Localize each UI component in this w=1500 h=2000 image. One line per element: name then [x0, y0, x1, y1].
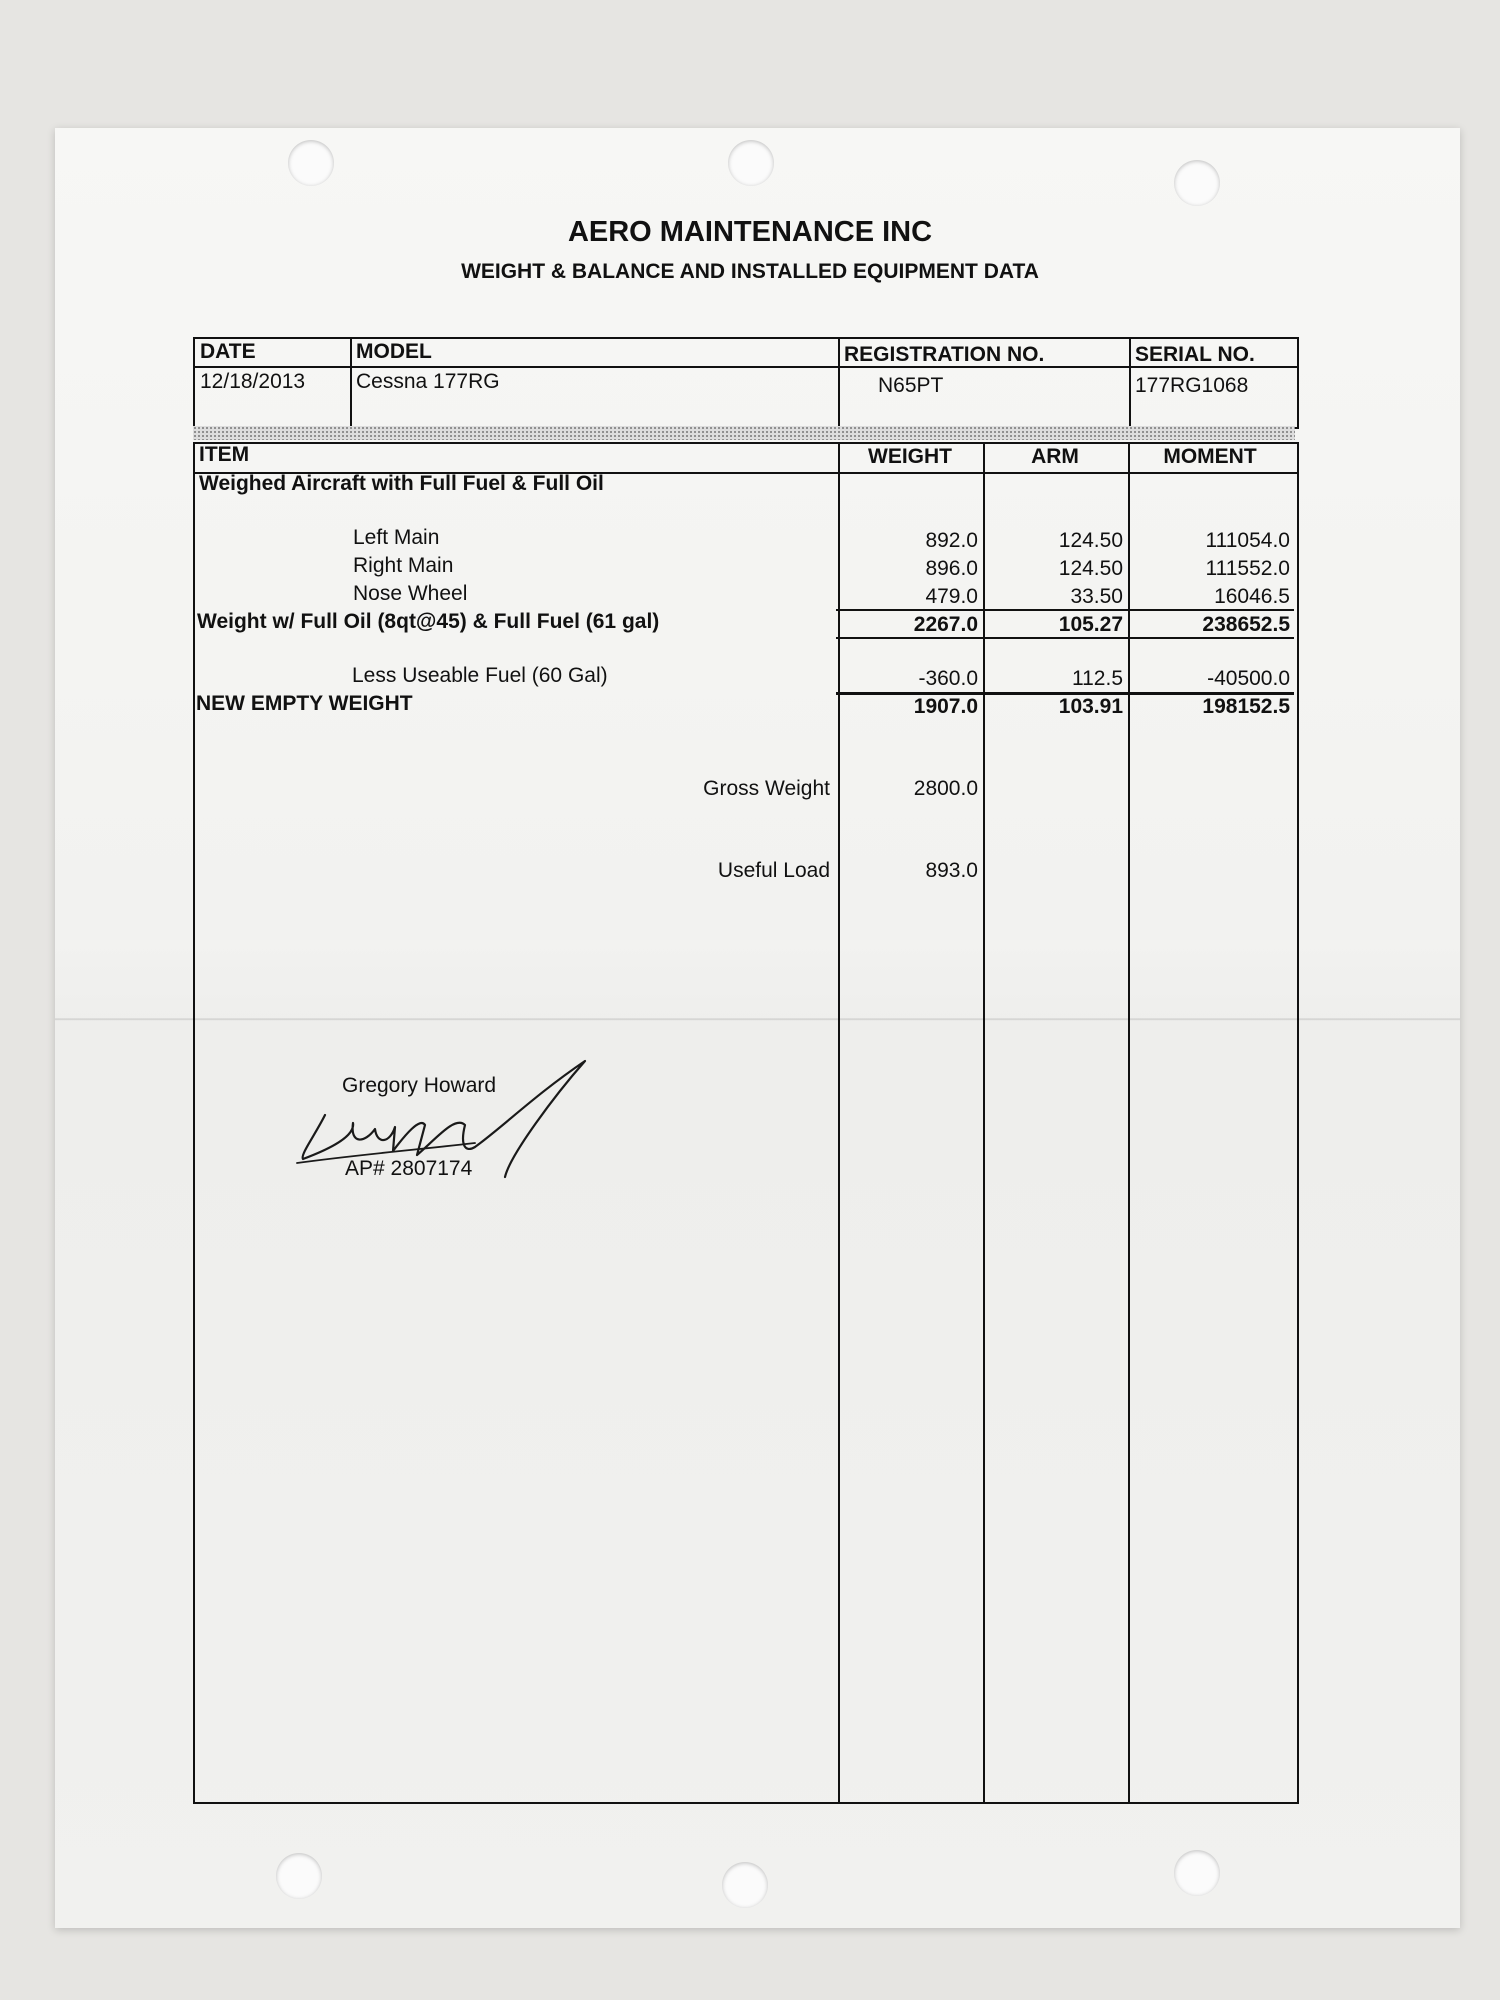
arm-full-oil-fuel: 105.27: [1058, 613, 1123, 636]
arm-nose-wheel: 33.50: [1070, 585, 1123, 608]
arm-new-empty: 103.91: [1058, 695, 1123, 718]
moment-less-fuel: -40500.0: [1207, 667, 1290, 690]
model-value: Cessna 177RG: [356, 370, 500, 393]
moment-left-main: 111054.0: [1205, 529, 1290, 552]
handwritten-signature: [295, 1055, 625, 1185]
separator-band: [193, 426, 1295, 440]
gross-weight-value: 2800.0: [913, 777, 978, 800]
arm-less-fuel: 112.5: [1072, 667, 1123, 690]
moment-full-oil-fuel: 238652.5: [1202, 613, 1290, 636]
item-less-fuel: Less Useable Fuel (60 Gal): [352, 664, 608, 687]
company-name: AERO MAINTENANCE INC: [567, 216, 933, 248]
item-right-main: Right Main: [353, 554, 454, 577]
registration-value: N65PT: [878, 374, 944, 397]
weight-less-fuel: -360.0: [918, 667, 978, 690]
punch-hole: [722, 1862, 768, 1908]
weight-column-header: WEIGHT: [868, 445, 952, 468]
model-label: MODEL: [356, 340, 432, 363]
item-new-empty-weight: NEW EMPTY WEIGHT: [196, 692, 413, 715]
punch-hole: [276, 1853, 322, 1899]
header-table: [193, 337, 1299, 429]
date-label: DATE: [200, 340, 256, 363]
moment-column-header: MOMENT: [1163, 445, 1257, 468]
weight-nose-wheel: 479.0: [925, 585, 978, 608]
license-number: AP# 2807174: [345, 1157, 473, 1180]
form-title: WEIGHT & BALANCE AND INSTALLED EQUIPMENT DATA: [461, 260, 1039, 283]
punch-hole: [728, 140, 774, 186]
subtotal-rule: [836, 609, 1294, 611]
moment-nose-wheel: 16046.5: [1214, 585, 1290, 608]
serial-value: 177RG1068: [1135, 374, 1249, 397]
punch-hole: [1174, 1850, 1220, 1896]
date-value: 12/18/2013: [200, 370, 306, 393]
total-rule: [836, 637, 1294, 639]
useful-load-value: 893.0: [925, 859, 978, 882]
arm-left-main: 124.50: [1058, 529, 1123, 552]
item-left-main: Left Main: [353, 526, 440, 549]
registration-label: REGISTRATION NO.: [844, 343, 1045, 366]
arm-right-main: 124.50: [1058, 557, 1123, 580]
section-title: Weighed Aircraft with Full Fuel & Full Oil: [199, 472, 604, 495]
weight-left-main: 892.0: [925, 529, 978, 552]
punch-hole: [1174, 160, 1220, 206]
weight-new-empty: 1907.0: [913, 695, 978, 718]
arm-column-header: ARM: [1031, 445, 1079, 468]
useful-load-label: Useful Load: [717, 859, 830, 882]
item-full-oil-fuel: Weight w/ Full Oil (8qt@45) & Full Fuel (61 gal): [197, 610, 660, 633]
weight-right-main: 896.0: [925, 557, 978, 580]
gross-weight-label: Gross Weight: [703, 777, 830, 800]
item-column-header: ITEM: [199, 443, 250, 466]
moment-new-empty: 198152.5: [1202, 695, 1290, 718]
moment-right-main: 111552.0: [1205, 557, 1290, 580]
punch-hole: [288, 140, 334, 186]
weight-full-oil-fuel: 2267.0: [913, 613, 978, 636]
serial-label: SERIAL NO.: [1135, 343, 1255, 366]
item-nose-wheel: Nose Wheel: [353, 582, 468, 605]
signer-name: Gregory Howard: [342, 1074, 497, 1097]
